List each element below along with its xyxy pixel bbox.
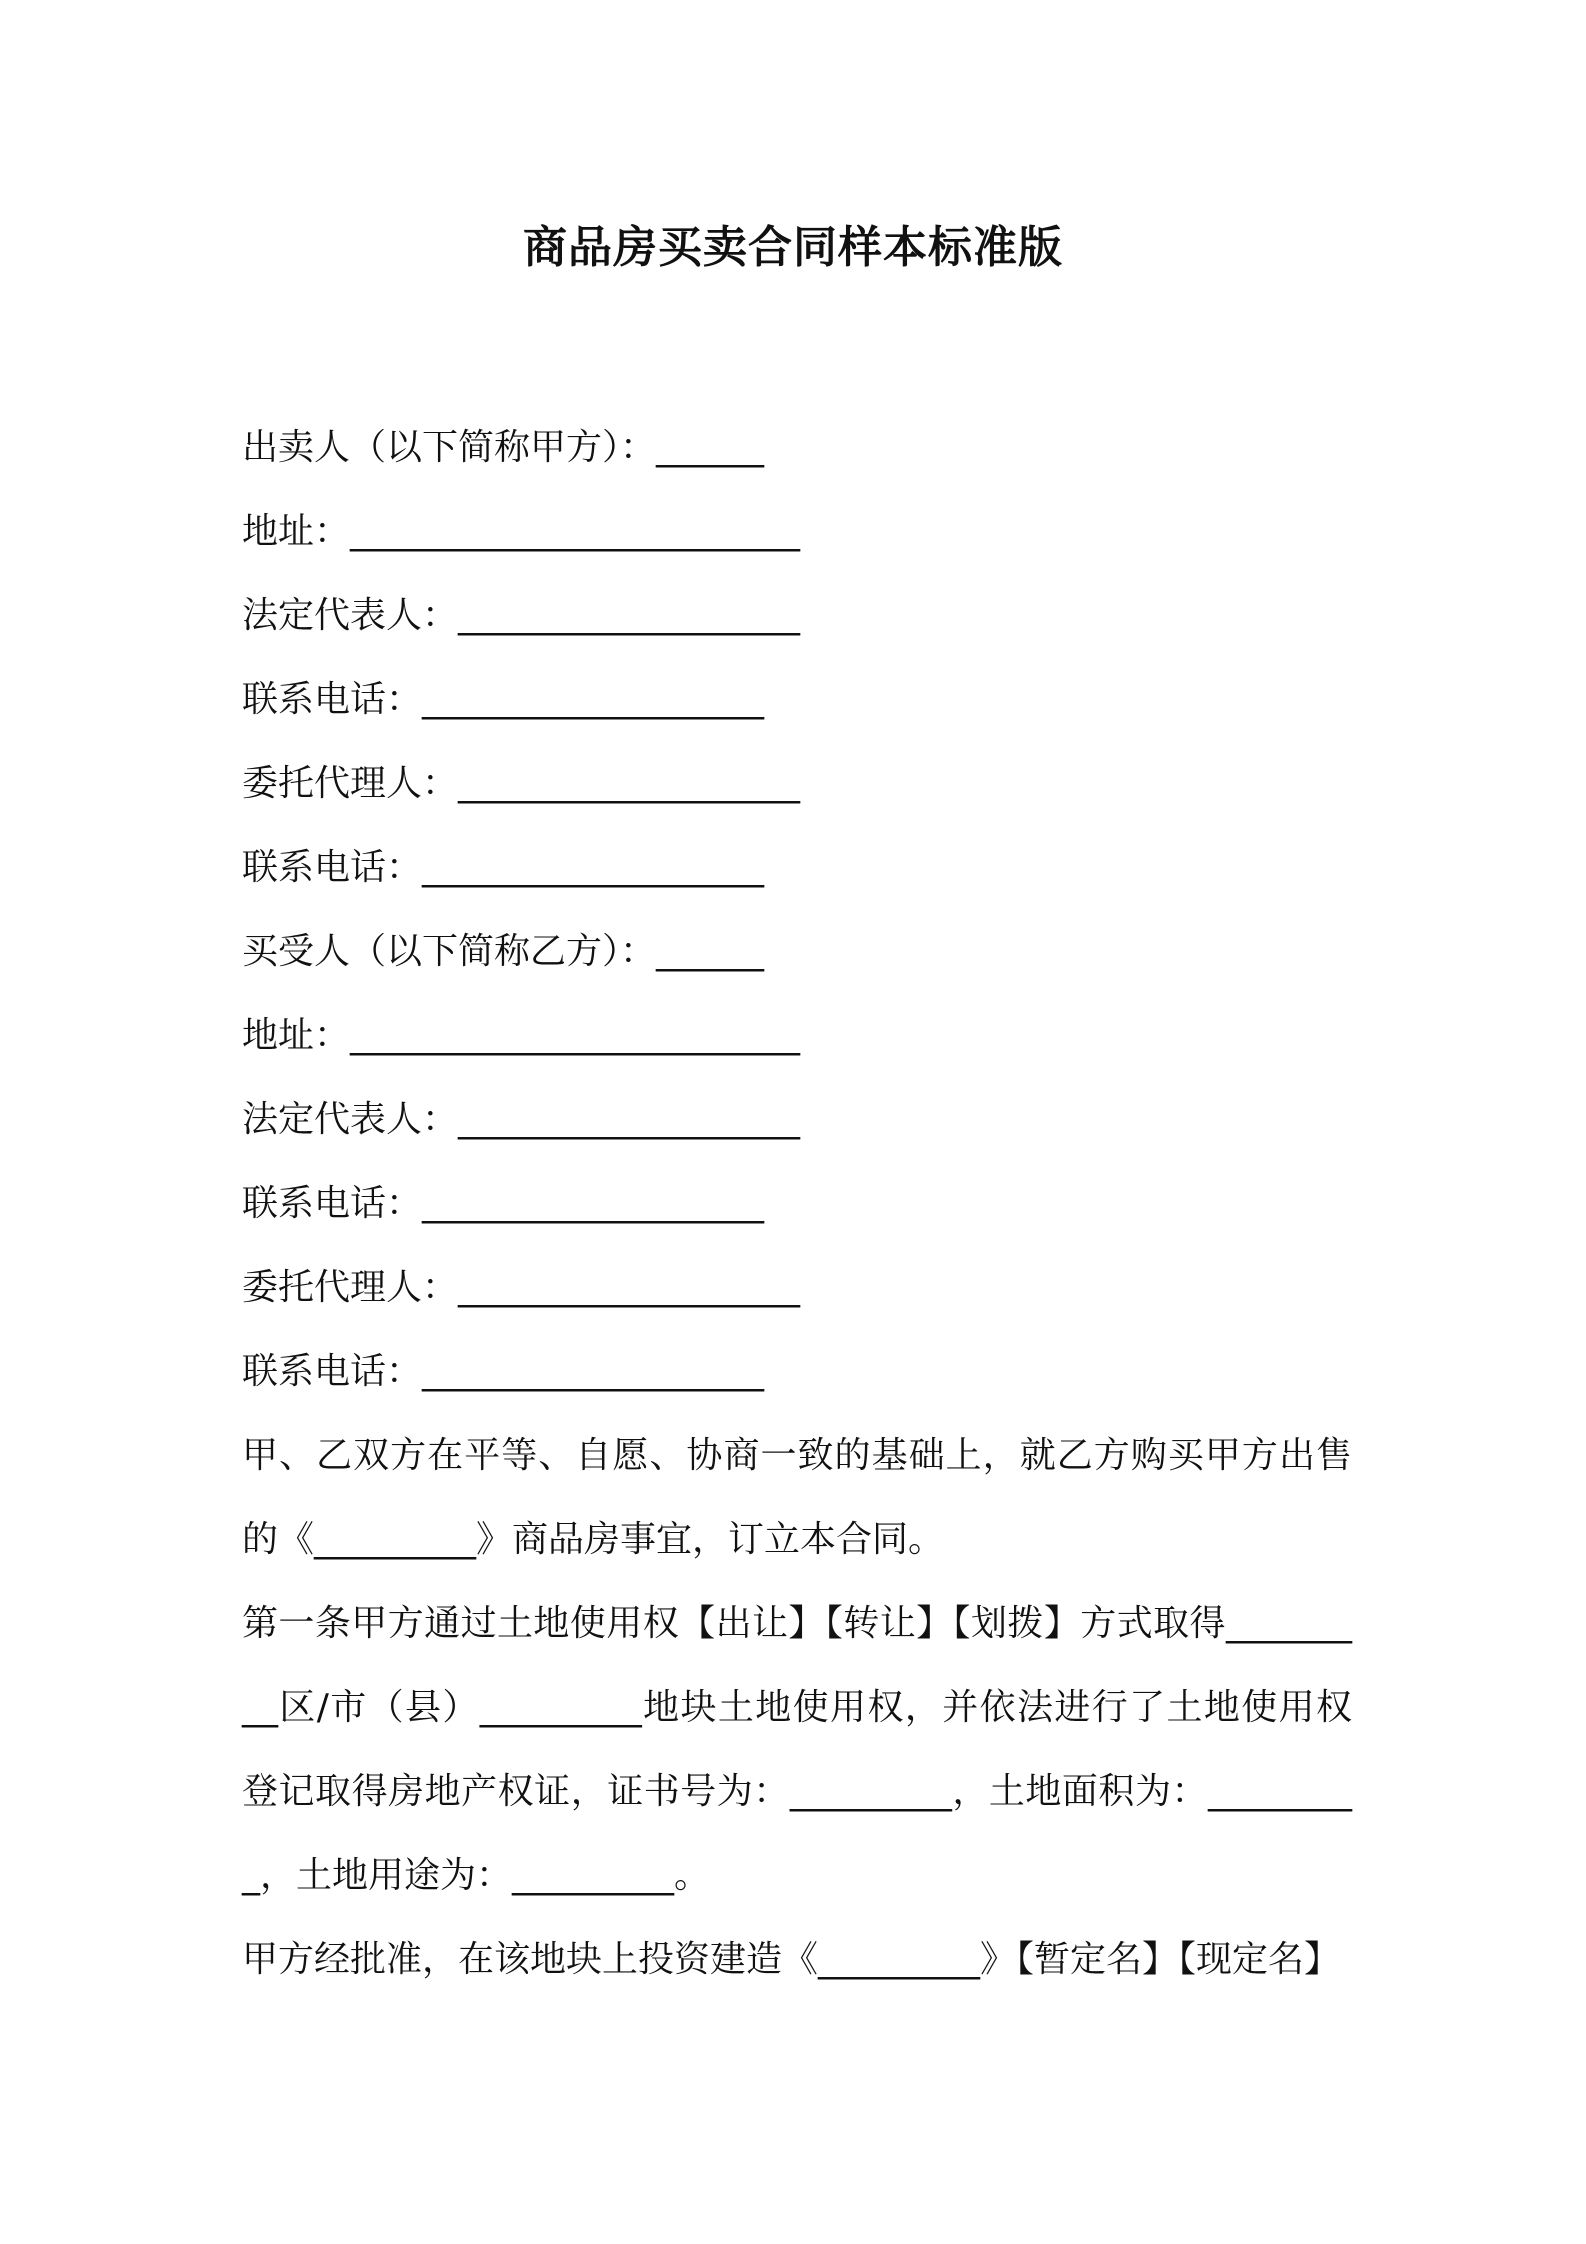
seller-phone-field: 联系电话：___________________ (242, 679, 765, 720)
article-1-paragraph: 第一条甲方通过土地使用权【出让】【转让】【划拨】方式取得_________区/市（县）_________地块土地使用权，并依法进行了土地使用权登记取得房地产权证，证书号为：_________，土地面积为：_________，土地用途为：_________。 (242, 1603, 1352, 1896)
buyer-address-field: 地址：_________________________ (242, 1015, 801, 1056)
article-1-continuation: 甲方经批准，在该地块上投资建造《_________》【暂定名】【现定名】 (242, 1939, 1341, 1980)
preamble-paragraph: 甲、乙双方在平等、自愿、协商一致的基础上，就乙方购买甲方出售的《_________》商品房事宜，订立本合同。 (242, 1435, 1352, 1560)
seller-agent-phone-field: 联系电话：___________________ (242, 847, 765, 888)
seller-address-field: 地址：_________________________ (242, 511, 801, 552)
seller-agent-field: 委托代理人：___________________ (242, 763, 801, 804)
document-title: 商品房买卖合同样本标准版 (523, 222, 1063, 273)
seller-legal-rep-field: 法定代表人：___________________ (242, 595, 801, 636)
buyer-legal-rep-field: 法定代表人：___________________ (242, 1099, 801, 1140)
buyer-phone-field: 联系电话：___________________ (242, 1183, 765, 1224)
document-body (242, 406, 1352, 2002)
buyer-agent-field: 委托代理人：___________________ (242, 1267, 801, 1308)
seller-field: 出卖人（以下简称甲方）：______ (242, 427, 765, 468)
buyer-agent-phone-field: 联系电话：___________________ (242, 1351, 765, 1392)
buyer-field: 买受人（以下简称乙方）：______ (242, 931, 765, 972)
